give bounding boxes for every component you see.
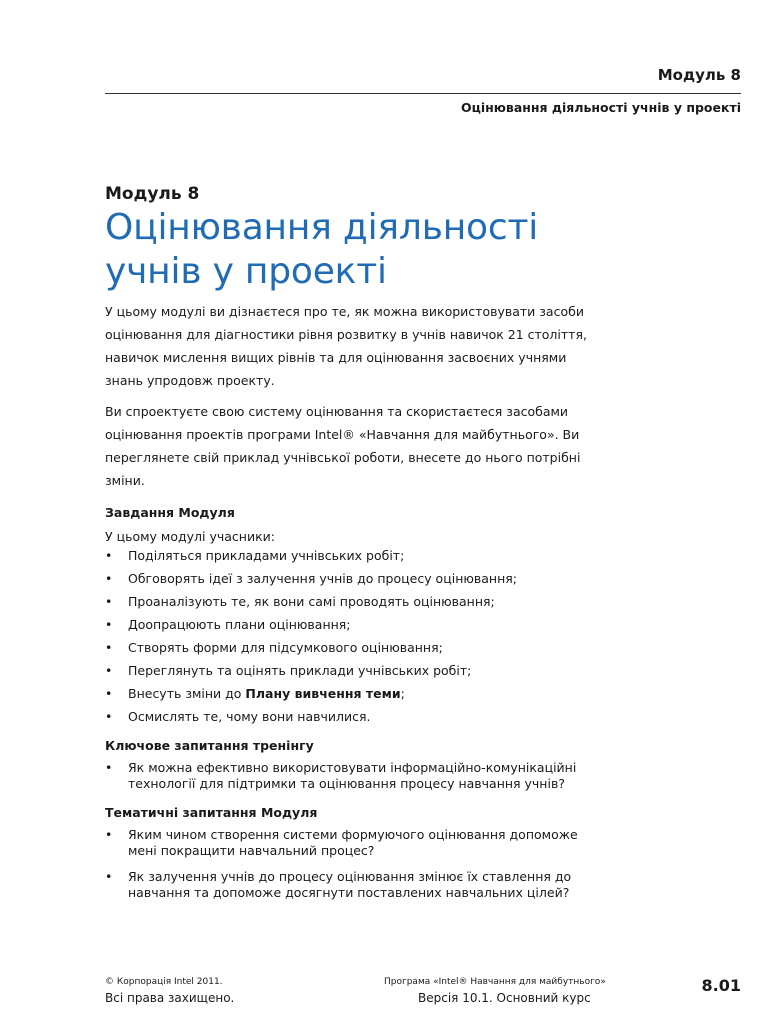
- footer-version: Версія 10.1. Основний курс: [418, 991, 591, 1005]
- list-item-prefix: Внесуть зміни до: [128, 686, 246, 701]
- footer-copyright: © Корпорація Intel 2011.: [105, 977, 223, 987]
- header-module: Модуль 8: [657, 66, 741, 84]
- tasks-intro: У цьому модулі учасники:: [105, 529, 275, 544]
- list-item: [105, 686, 605, 702]
- intro-paragraph-2: Ви спроектуєте свою систему оцінювання та скористаєтеся засобами оцінювання проектів програми Intel® «Навчання для майбутнього». Ви переглянете свій приклад учнівської роботи, внесете до нього потрібні зміни.: [105, 404, 581, 488]
- footer-rights: Всі права захищено.: [105, 991, 235, 1005]
- thematic-questions-heading: Тематичні запитання Модуля: [105, 805, 318, 820]
- page-title: [105, 206, 605, 294]
- intro-paragraph-1: У цьому модулі ви дізнаєтеся про те, як можна використовувати засоби оцінювання для діагностики рівня розвитку в учнів навичок 21 століття, навичок мислення вищих рівнів та для оцінювання засвоєних учнями знань упродовж проекту.: [105, 304, 587, 388]
- list-item-suffix: ;: [400, 686, 405, 701]
- list-item: • Переглянуть та оцінять приклади учнівських робіт;: [105, 663, 605, 679]
- footer-program: Програма «Intel® Навчання для майбутнього»: [384, 977, 606, 987]
- list-item: • Доопрацюють плани оцінювання;: [105, 617, 605, 633]
- header-subtitle: Оцінювання діяльності учнів у проекті: [460, 100, 741, 115]
- key-question-list: [105, 760, 605, 792]
- tasks-heading: Завдання Модуля: [105, 505, 235, 520]
- module-label: Модуль 8: [105, 184, 200, 204]
- list-item: • Яким чином створення системи формуючого оцінювання допоможе мені покращити навчальний процес?: [105, 827, 605, 859]
- thematic-questions-list: [105, 827, 605, 901]
- list-item: • Поділяться прикладами учнівських робіт;: [105, 548, 605, 564]
- page-number: 8.01: [701, 976, 741, 995]
- list-item: • Як залучення учнів до процесу оцінювання змінює їх ставлення до навчання та допоможе досягнути поставлених навчальних цілей?: [105, 869, 605, 901]
- tasks-list: [105, 548, 605, 725]
- list-item: • Як можна ефективно використовувати інформаційно-комунікаційні технології для підтримки та оцінювання процесу навчання учнів?: [105, 760, 605, 792]
- list-item: • Проаналізують те, як вони самі проводять оцінювання;: [105, 594, 605, 610]
- header-divider: [105, 93, 741, 94]
- list-item: • Створять форми для підсумкового оцінювання;: [105, 640, 605, 656]
- page-title-line-1: Оцінювання діяльності: [105, 207, 539, 248]
- list-item: • Осмислять те, чому вони навчилися.: [105, 709, 605, 725]
- list-item-emphasis: Плану вивчення теми: [245, 686, 401, 701]
- page-title-line-2: учнів у проекті: [105, 251, 387, 292]
- key-question-heading: Ключове запитання тренінгу: [105, 738, 314, 753]
- list-item: • Обговорять ідеї з залучення учнів до процесу оцінювання;: [105, 571, 605, 587]
- page-content: [105, 184, 605, 911]
